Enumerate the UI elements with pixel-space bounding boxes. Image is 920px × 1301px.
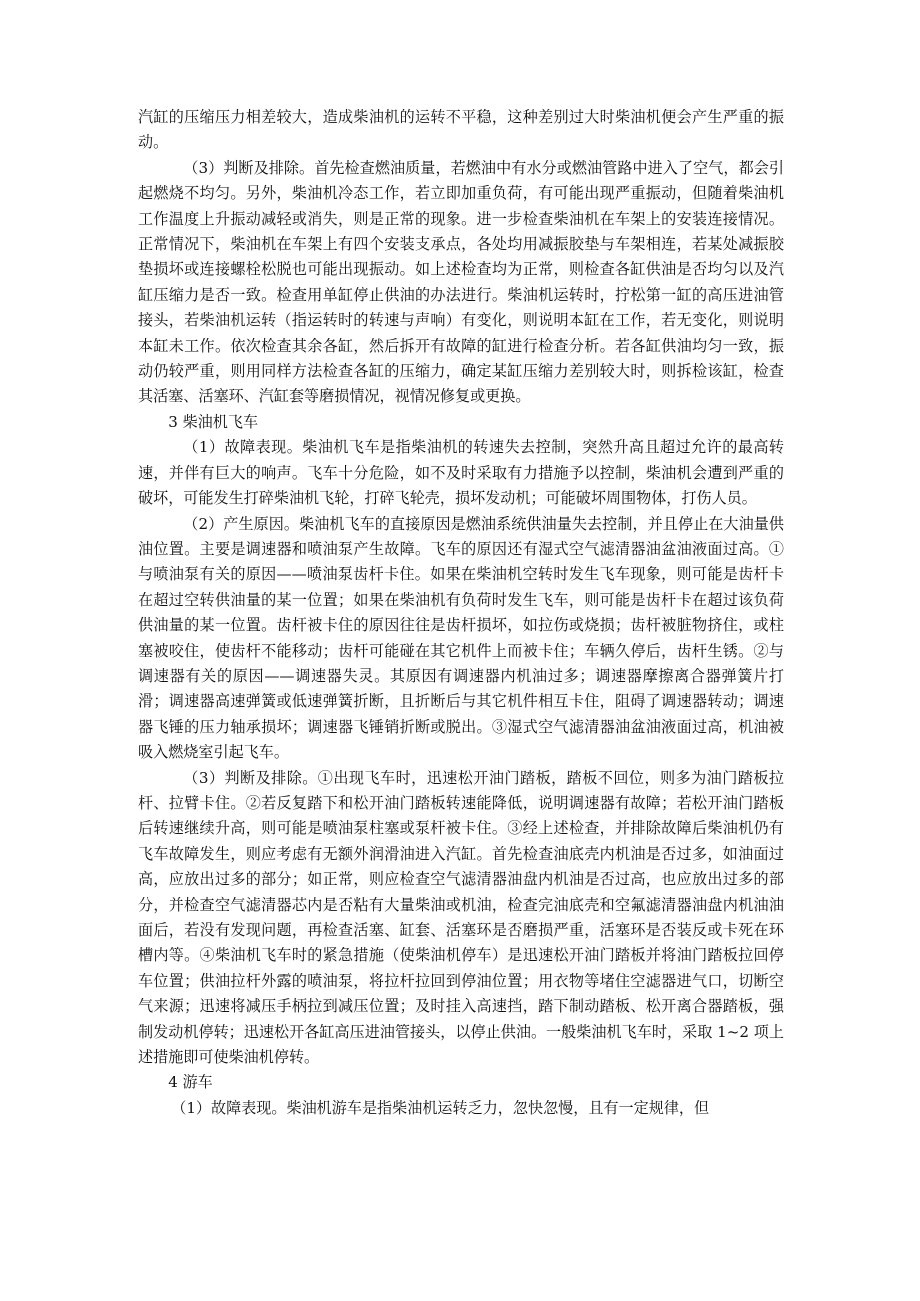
paragraph-continuation: 汽缸的压缩压力相差较大，造成柴油机的运转不平稳，这种差别过大时柴油机便会产生严重的振动。 <box>138 108 784 152</box>
section-heading-runaway: 3 柴油机飞车 <box>168 412 259 431</box>
section-heading-hunting: 4 游车 <box>168 1073 213 1092</box>
paragraph-runaway-judgment: （3）判断及排除。①出现飞车时，迅速松开油门踏板，踏板不回位，则多为油门踏板拉杆、拉臂卡住。②若反复踏下和松开油门踏板转速能降低，说明调速器有故障；若松开油门踏板后转速继续升高，则可能是喷油泵柱塞或泵杆被卡住。③经上述检查，并排除故障后柴油机仍有飞车故障发生，则应考虑有无额外润滑油进入汽缸。首先检查油底壳内机油是否过多，如油面过高，应放出过多的部分；如正常，则应检查空气滤清器油盘内机油是否过高，也应放出过多的部分，并检查空气滤清器芯内是否粘有大量柴油或机油，检查完油底壳和空氟滤清器油盘内机油油面后，若没有发现问题，再检查活塞、缸套、活塞环是否磨损严重，活塞环是否装反或卡死在环槽内等。④柴油机飞车时的紧急措施（使柴油机停车）是迅速松开油门踏板并将油门踏板拉回停车位置；供油拉杆外露的喷油泵，将拉杆拉回到停油位置；用衣物等堵住空滤器进气口，切断空气来源；迅速将减压手柄拉到减压位置；及时挂入高速挡，踏下制动踏板、松开离合器踏板，强制发动机停转；迅速松开各缸高压进油管接头，以停止供油。一般柴油机飞车时，采取 1~2 项上述措施即可使柴油机停转。 <box>138 768 784 1067</box>
paragraph-judgment-vibration: （3）判断及排除。首先检查燃油质量，若燃油中有水分或燃油管路中进入了空气，都会引起燃烧不均匀。另外，柴油机冷态工作，若立即加重负荷，有可能出现严重振动，但随着柴油机工作温度上升振动减轻或消失，则是正常的现象。进一步检查柴油机在车架上的安装连接情况。正常情况下，柴油机在车架上有四个安装支承点，各处均用减振胶垫与车架相连，若某处减振胶垫损坏或连接螺栓松脱也可能出现振动。如上述检查均为正常，则检查各缸供油是否均匀以及汽缸压缩力是否一致。检查用单缸停止供油的办法进行。柴油机运转时，拧松第一缸的高压进油管接头，若柴油机运转（指运转时的转速与声响）有变化，则说明本缸在工作，若无变化，则说明本缸未工作。依次检查其余各缸，然后拆开有故障的缸进行检查分析。若各缸供油均匀一致，振动仍较严重，则用同样方法检查各缸的压缩力，确定某缸压缩力差别较大时，则拆检该缸，检查其活塞、活塞环、汽缸套等磨损情况，视情况修复或更换。 <box>138 158 784 406</box>
paragraph-runaway-causes: （2）产生原因。柴油机飞车的直接原因是燃油系统供油量失去控制，并且停止在大油量供油位置。主要是调速器和喷油泵产生故障。飞车的原因还有湿式空气滤清器油盆油液面过高。①与喷油泵有关的原因——喷油泵齿杆卡住。如果在柴油机空转时发生飞车现象，则可能是齿杆卡在超过空转供油量的某一位置；如果在柴油机有负荷时发生飞车，则可能是齿杆卡在超过该负荷供油量的某一位置。齿杆被卡住的原因往往是齿杆损坏，如拉伤或烧损；齿杆被脏物挤住，或柱塞被咬住，使齿杆不能移动；齿杆可能碰在其它机件上而被卡住；车辆久停后，齿杆生锈。②与调速器有关的原因——调速器失灵。其原因有调速器内机油过多；调速器摩擦离合器弹簧片打滑；调速器高速弹簧或低速弹簧折断，且折断后与其它机件相互卡住，阻碍了调速器转动；调速器飞锤的压力轴承损坏；调速器飞锤销折断或脱出。③湿式空气滤清器油盆油液面过高，机油被吸入燃烧室引起飞车。 <box>138 514 784 762</box>
paragraph-runaway-symptoms: （1）故障表现。柴油机飞车是指柴油机的转速失去控制，突然升高且超过允许的最高转速，并伴有巨大的响声。飞车十分危险，如不及时采取有力措施予以控制，柴油机会遭到严重的破坏，可能发生打碎柴油机飞轮，打碎飞轮壳，损坏发动机；可能破坏周围物体，打伤人员。 <box>138 438 784 508</box>
paragraph-hunting-symptoms: （1）故障表现。柴油机游车是指柴油机运转乏力，忽快忽慢，且有一定规律，但 <box>171 1098 710 1117</box>
document-page <box>138 105 784 1121</box>
